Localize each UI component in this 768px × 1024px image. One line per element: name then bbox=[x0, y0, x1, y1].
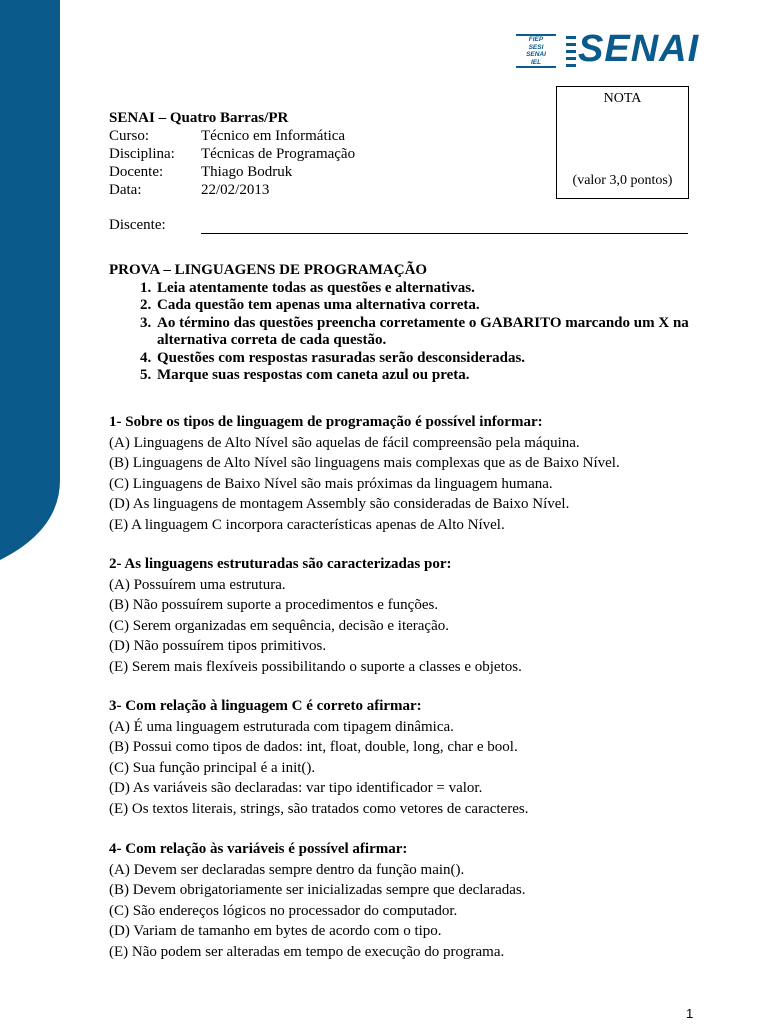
info-row-data bbox=[109, 181, 355, 199]
logo-sub-label: FIEP bbox=[528, 36, 544, 43]
info-key: Curso: bbox=[109, 128, 150, 144]
logo-sub-labels bbox=[516, 36, 556, 66]
question-option: (A) Devem ser declaradas sempre dentro da função main(). bbox=[109, 861, 465, 878]
question-title: 3- Com relação à linguagem C é correto afirmar: bbox=[109, 698, 422, 714]
question-option: (D) Variam de tamanho em bytes de acordo com o tipo. bbox=[109, 923, 442, 939]
instruction-item: 4. Questões com respostas rasuradas serão desconsideradas. bbox=[155, 350, 702, 368]
senai-logo bbox=[516, 28, 730, 70]
info-row-docente bbox=[109, 163, 355, 181]
info-key: Disciplina: bbox=[109, 146, 175, 162]
question-option: (D) As linguagens de montagem Assembly são consideradas de Baixo Nível. bbox=[109, 496, 570, 512]
info-key: Docente: bbox=[109, 164, 164, 180]
question-option: (C) Linguagens de Baixo Nível são mais próximas da linguagem humana. bbox=[109, 475, 553, 492]
instruction-item: 1. Leia atentamente todas as questões e alternativas. bbox=[155, 280, 702, 298]
instructions-list bbox=[109, 280, 702, 385]
exam-instructions bbox=[109, 262, 702, 385]
logo-sub-label: SENAI bbox=[526, 51, 546, 58]
question-option: (B) Linguagens de Alto Nível são linguagens mais complexas que as de Baixo Nível. bbox=[109, 455, 620, 471]
logo-stripes-icon bbox=[566, 34, 576, 68]
question-option: (B) Não possuírem suporte a procedimentos e funções. bbox=[109, 597, 439, 613]
logo-sub-label: SESI bbox=[528, 43, 544, 51]
grade-box bbox=[556, 86, 689, 199]
question-title: 1- Sobre os tipos de linguagem de programação é possível informar: bbox=[109, 414, 543, 430]
student-label: Discente: bbox=[109, 217, 166, 233]
question-3 bbox=[109, 696, 528, 819]
info-value: Thiago Bodruk bbox=[201, 164, 293, 180]
question-option: (B) Devem obrigatoriamente ser inicializadas sempre que declaradas. bbox=[109, 882, 526, 898]
question-2 bbox=[109, 554, 522, 677]
instruction-item: 2. Cada questão tem apenas uma alternativa correta. bbox=[155, 297, 702, 315]
instruction-item: 5. Marque suas respostas com caneta azul ou preta. bbox=[155, 367, 702, 385]
question-option: (C) Sua função principal é a init(). bbox=[109, 759, 316, 776]
side-decorative-band bbox=[0, 0, 60, 560]
question-option: (B) Possui como tipos de dados: int, float, double, long, char e bool. bbox=[109, 739, 518, 755]
question-option: (A) Linguagens de Alto Nível são aquelas de fácil compreensão pela máquina. bbox=[109, 434, 580, 451]
question-option: (E) Não podem ser alteradas em tempo de execução do programa. bbox=[109, 943, 505, 960]
question-option: (C) Serem organizadas em sequência, decisão e iteração. bbox=[109, 617, 449, 634]
student-name-row bbox=[109, 217, 688, 234]
header-info bbox=[109, 109, 355, 199]
info-row-disciplina bbox=[109, 145, 355, 163]
question-1 bbox=[109, 412, 620, 535]
info-value: 22/02/2013 bbox=[201, 182, 270, 198]
institution-title: SENAI – Quatro Barras/PR bbox=[109, 110, 289, 126]
question-option: (E) A linguagem C incorpora características apenas de Alto Nível. bbox=[109, 516, 505, 533]
question-option: (A) É uma linguagem estruturada com tipagem dinâmica. bbox=[109, 718, 454, 735]
page-number: 1 bbox=[686, 1006, 694, 1021]
question-4 bbox=[109, 839, 525, 962]
instruction-item: 3. Ao término das questões preencha corretamente o GABARITO marcando um X na alternativa correta de cada questão. bbox=[155, 315, 702, 350]
info-value: Técnicas de Programação bbox=[201, 146, 356, 162]
exam-title: PROVA – LINGUAGENS DE PROGRAMAÇÃO bbox=[109, 262, 428, 278]
question-option: (E) Serem mais flexíveis possibilitando o suporte a classes e objetos. bbox=[109, 658, 522, 675]
question-option: (E) Os textos literais, strings, são tratados como vetores de caracteres. bbox=[109, 800, 529, 817]
question-option: (D) Não possuírem tipos primitivos. bbox=[109, 638, 327, 654]
question-option: (A) Possuírem uma estrutura. bbox=[109, 576, 286, 593]
info-row-curso bbox=[109, 127, 355, 145]
grade-value: (valor 3,0 pontos) bbox=[572, 173, 673, 188]
info-value: Técnico em Informática bbox=[201, 128, 346, 144]
question-option: (D) As variáveis são declaradas: var tipo identificador = valor. bbox=[109, 780, 483, 796]
grade-label: NOTA bbox=[603, 91, 642, 106]
info-key: Data: bbox=[109, 182, 142, 198]
question-option: (C) São endereços lógicos no processador do computador. bbox=[109, 902, 458, 919]
student-name-field[interactable] bbox=[201, 217, 688, 234]
question-title: 4- Com relação às variáveis é possível afirmar: bbox=[109, 841, 408, 857]
logo-wordmark: SENAI bbox=[578, 28, 700, 70]
logo-sub-label: IEL bbox=[530, 58, 542, 66]
question-title: 2- As linguagens estruturadas são caracterizadas por: bbox=[109, 556, 452, 572]
